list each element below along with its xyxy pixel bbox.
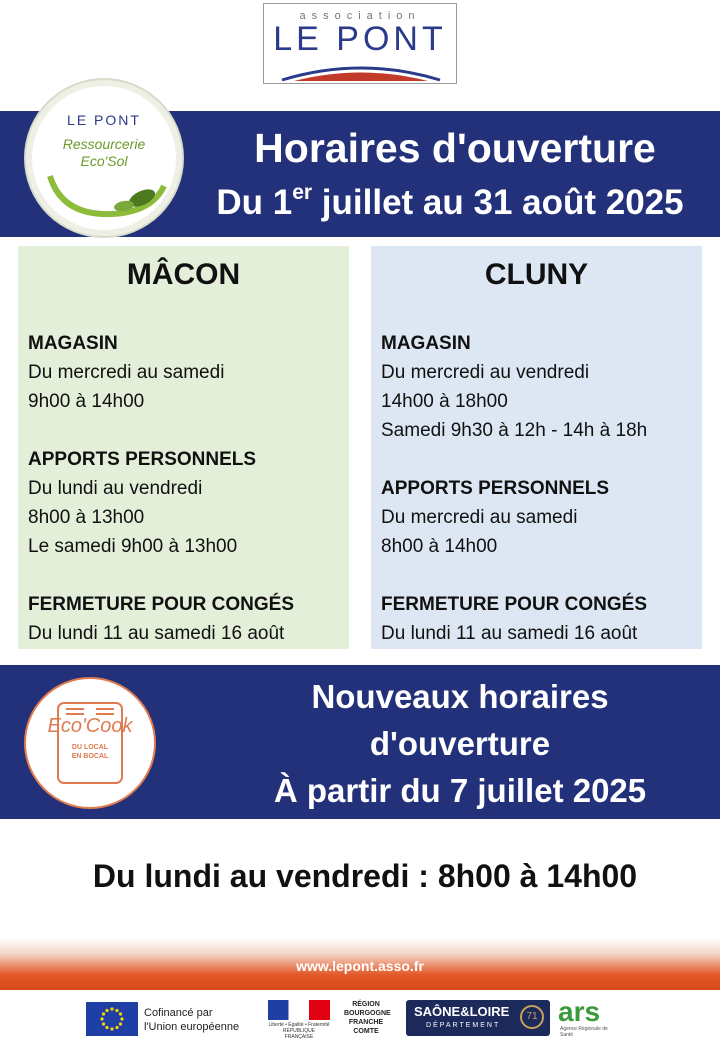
leaf-swirl-icon [42,166,172,226]
cluny-store-line: 14h00 à 18h00 [381,391,508,412]
cluny-drop-heading: APPORTS PERSONNELS [381,478,610,499]
saone-loire-name: SAÔNE&LOIRE [414,1004,510,1019]
partner-logos [0,994,720,1040]
eco-sol-brand: LE PONT [67,112,141,128]
eu-text-line1: Cofinancé par [144,1007,213,1019]
republique-francaise-logo [268,1000,330,1040]
macon-drop-line: Le samedi 9h00 à 13h00 [28,536,238,557]
dept-number-badge: 71 [520,1005,544,1029]
macon-drop-line: Du lundi au vendredi [28,478,203,499]
new-hours-line: À partir du 7 juillet 2025 [273,772,647,809]
eco-sol-line1: Ressourcerie [62,136,146,152]
dates-post: juillet au 31 août 2025 [312,183,684,222]
region-line: FRANCHE [348,1019,384,1026]
banner-title: Horaires d'ouverture [254,125,656,171]
cluny-city-title: CLUNY [484,258,589,291]
eu-cofinance-text [144,1006,239,1034]
rf-motto: Liberté • Égalité • Fraternité [268,1022,330,1028]
region-line: BOURGOGNE [344,1010,391,1017]
region-line: RÉGION [352,1001,380,1008]
macon-store-line: 9h00 à 14h00 [28,391,145,412]
eu-text-line2: l'Union européenne [144,1021,240,1033]
cluny-closure-line: Du lundi 11 au samedi 16 août [381,623,638,644]
eco-cook-name: Eco'Cook [47,715,133,737]
macon-closure-line: Du lundi 11 au samedi 16 août [28,623,285,644]
eco-cook-tagline [26,743,154,761]
saone-et-loire-logo [406,1000,550,1036]
cluny-closure-heading: FERMETURE POUR CONGÉS [381,594,648,615]
cluny-store-line: Du mercredi au vendredi [381,362,590,383]
website-link[interactable]: www.lepont.asso.fr [296,958,424,974]
macon-store-heading: MAGASIN [28,333,118,354]
macon-drop-heading: APPORTS PERSONNELS [28,449,257,470]
ars-logo [556,996,616,1036]
schedule-line: Du lundi au vendredi : 8h00 à 14h00 [92,858,638,894]
macon-closure-heading: FERMETURE POUR CONGÉS [28,594,295,615]
logo-name-text: LE PONT [273,20,447,58]
macon-store-line: Du mercredi au samedi [28,362,225,383]
cluny-drop-line: 8h00 à 14h00 [381,536,498,557]
dates-pre: Du 1 [216,183,293,222]
eco-cook-logo [24,677,156,809]
cluny-store-heading: MAGASIN [381,333,471,354]
eco-sol-text [32,136,176,170]
new-hours-line: d'ouverture [369,725,551,762]
eco-sol-line2: Eco'Sol [80,153,128,169]
ars-name: ars [558,996,601,1027]
ars-subtitle: Agence Régionale de Santé [560,1026,608,1038]
eco-cook-line1: DU LOCAL [71,744,109,751]
cluny-store-line: Samedi 9h30 à 12h - 14h à 18h [381,420,648,441]
eco-cook-line2: EN BOCAL [71,753,109,760]
dates-sup: er [292,181,313,204]
departement-label: DÉPARTEMENT [426,1022,501,1029]
banner-dates [190,183,710,223]
new-hours-line: Nouveaux horaires [311,678,609,715]
logo-association-text: association [299,10,421,22]
region-bfc-logo [344,1000,391,1036]
macon-city-title: MÂCON [126,258,241,291]
macon-hours-panel [18,246,349,649]
french-flag-icon [268,1000,330,1020]
eu-flag-icon [86,1002,138,1036]
cluny-drop-line: Du mercredi au samedi [381,507,578,528]
cluny-hours-panel [371,246,702,649]
le-pont-logo [263,3,457,84]
logo-arc-icon [274,60,448,82]
ressourcerie-eco-sol-logo [26,80,182,236]
rf-name: RÉPUBLIQUE FRANÇAISE [282,1028,316,1040]
macon-drop-line: 8h00 à 13h00 [28,507,145,528]
region-line: COMTE [353,1028,379,1035]
